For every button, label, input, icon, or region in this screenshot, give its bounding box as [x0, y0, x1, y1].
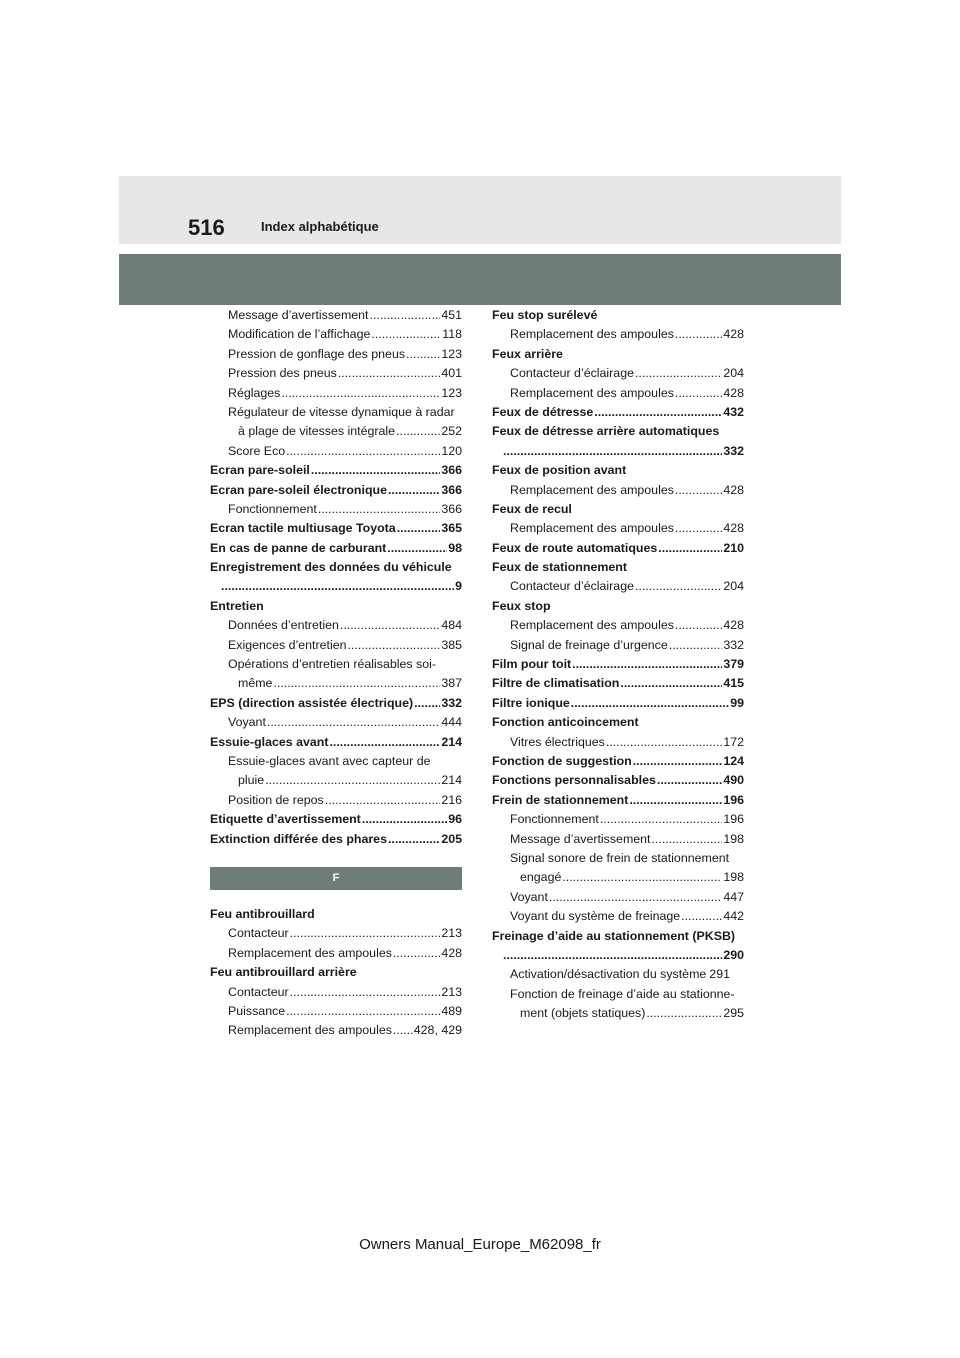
- index-entry: [492, 888, 744, 907]
- header-band: [119, 176, 841, 244]
- dot-leader: [652, 830, 723, 849]
- index-entry-text: Fonction de freinage d’aide au stationne-: [510, 986, 735, 1001]
- dot-leader: [503, 946, 722, 965]
- dot-leader: [265, 771, 440, 790]
- dot-leader: [370, 306, 441, 325]
- dot-leader: [406, 345, 440, 364]
- index-entry: [210, 810, 462, 829]
- dot-leader: [675, 481, 722, 500]
- index-entry: [492, 519, 744, 538]
- dot-leader: [635, 364, 722, 383]
- index-entry-text: Signal de freinage d’urgence: [510, 637, 668, 652]
- index-entry-text: Ecran pare-soleil électronique: [210, 482, 387, 497]
- dot-leader: [620, 674, 722, 693]
- index-entry-page: 96: [448, 812, 462, 827]
- index-entry-text: Voyant: [228, 715, 266, 730]
- index-entry: [492, 830, 744, 849]
- dot-leader: [571, 694, 729, 713]
- index-entry: [210, 791, 462, 810]
- index-entry-page: 205: [441, 831, 462, 846]
- index-column-left: [210, 306, 462, 1041]
- letter-section-header: F: [210, 867, 462, 890]
- index-entry-page: 214: [441, 734, 462, 749]
- dot-leader: [393, 1021, 413, 1040]
- index-entry: [492, 481, 744, 500]
- dot-leader: [290, 983, 441, 1002]
- index-entry-page: 196: [723, 812, 744, 827]
- index-entry-text: Remplacement des ampoules: [228, 945, 392, 960]
- dot-leader: [286, 442, 440, 461]
- index-entry: [492, 384, 744, 403]
- index-entry-text: même: [238, 676, 273, 691]
- index-entry: [210, 325, 462, 344]
- index-entry: [210, 364, 462, 383]
- index-entry-text: Freinage d’aide au stationnement (PKSB): [492, 928, 736, 943]
- index-entry-page: 385: [441, 637, 462, 652]
- index-entry: [492, 985, 744, 1004]
- index-entry: [492, 306, 744, 325]
- index-entry: [492, 558, 744, 577]
- index-entry-text: Vitres électriques: [510, 734, 605, 749]
- index-entry: [210, 481, 462, 500]
- index-entry-page: 252: [441, 424, 462, 439]
- index-entry: [492, 636, 744, 655]
- index-entry-page: 204: [723, 579, 744, 594]
- index-entry-page: 379: [723, 657, 744, 672]
- dot-leader: [273, 674, 440, 693]
- dot-leader: [606, 733, 723, 752]
- index-entry-text: à plage de vitesses intégrale: [238, 424, 396, 439]
- index-entry: [492, 655, 744, 674]
- index-entry-page: 387: [441, 676, 462, 691]
- index-entry: [210, 442, 462, 461]
- index-entry-text: Feux de position avant: [492, 463, 627, 478]
- index-entry: [210, 733, 462, 752]
- index-entry: [210, 636, 462, 655]
- index-entry-page: 428: [723, 482, 744, 497]
- index-entry: [492, 965, 744, 984]
- dot-leader: [675, 616, 722, 635]
- index-entry: [492, 539, 744, 558]
- section-title: Index alphabétique: [261, 219, 379, 234]
- index-entry-text: Remplacement des ampoules: [510, 385, 674, 400]
- index-entry-text: Fonctions personnalisables: [492, 773, 656, 788]
- index-entry-page: 444: [441, 715, 462, 730]
- index-entry: [210, 655, 462, 674]
- dot-leader: [562, 868, 722, 887]
- index-entry: [492, 577, 744, 596]
- index-entry-text: Voyant du système de freinage: [510, 909, 681, 924]
- index-entry-text: Entretien: [210, 598, 264, 613]
- index-entry-text: Modification de l’affichage: [228, 327, 371, 342]
- index-entry-page: 210: [723, 540, 744, 555]
- index-entry-text: Ecran tactile multiusage Toyota: [210, 521, 396, 536]
- index-entry-text: Opérations d’entretien réalisables soi-: [228, 657, 436, 672]
- index-entry-text: Feux arrière: [492, 346, 563, 361]
- dot-leader: [414, 694, 440, 713]
- index-entry-page: 332: [723, 637, 744, 652]
- dot-leader: [669, 636, 723, 655]
- index-entry: [210, 713, 462, 732]
- index-entry-text: EPS (direction assistée électrique): [210, 695, 414, 710]
- index-entry: [210, 403, 462, 422]
- index-entry-page: 123: [441, 346, 462, 361]
- index-entry: [492, 752, 744, 771]
- dot-leader: [549, 888, 722, 907]
- index-list-left: [210, 306, 462, 849]
- dot-leader: [600, 810, 722, 829]
- index-entry: [210, 539, 462, 558]
- dot-leader: [396, 422, 440, 441]
- dot-leader: [387, 539, 447, 558]
- index-entry-page: 172: [723, 734, 744, 749]
- index-entry-text: Signal sonore de frein de stationnement: [510, 850, 730, 865]
- index-entry-page: 295: [723, 1006, 744, 1021]
- index-entry-text: Fonction anticoincement: [492, 715, 639, 730]
- index-entry-page: 123: [441, 385, 462, 400]
- index-entry: [210, 963, 462, 982]
- index-entry: [492, 616, 744, 635]
- index-entry: [492, 771, 744, 790]
- index-entry: [210, 830, 462, 849]
- index-entry-page: 415: [723, 676, 744, 691]
- index-list-left-f: [210, 905, 462, 1041]
- index-entry: [210, 519, 462, 538]
- dot-leader: [657, 771, 722, 790]
- index-entry: [492, 907, 744, 926]
- dot-leader: [318, 500, 440, 519]
- index-entry: [210, 597, 462, 616]
- index-entry-page: 447: [723, 889, 744, 904]
- index-entry-text: Feux de route automatiques: [492, 540, 658, 555]
- index-entry: [210, 674, 462, 693]
- index-entry-page: 124: [723, 753, 744, 768]
- index-entry-text: ment (objets statiques): [520, 1006, 646, 1021]
- index-entry: [492, 597, 744, 616]
- index-entry-page: 213: [441, 984, 462, 999]
- index-entry-page: 490: [723, 773, 744, 788]
- index-column-right: [492, 306, 744, 1023]
- index-entry: [492, 674, 744, 693]
- index-entry-text: Fonction de suggestion: [492, 753, 632, 768]
- index-entry-text: Remplacement des ampoules: [510, 327, 674, 342]
- index-entry: [492, 403, 744, 422]
- index-entry: [492, 927, 744, 946]
- index-entry-text: Contacteur: [228, 926, 289, 941]
- index-entry-text: Filtre ionique: [492, 695, 570, 710]
- index-entry-text: Ecran pare-soleil: [210, 463, 310, 478]
- index-entry-page: 401: [441, 366, 462, 381]
- index-entry-text: engagé: [520, 870, 562, 885]
- index-entry: [210, 1021, 462, 1040]
- index-entry-page: 332: [441, 695, 462, 710]
- index-entry-text: Position de repos: [228, 792, 324, 807]
- index-entry: [492, 345, 744, 364]
- index-entry-text: Enregistrement des données du véhicule: [210, 560, 452, 575]
- index-entry-page: 428: [441, 945, 462, 960]
- index-entry-text: Données d’entretien: [228, 618, 339, 633]
- index-entry-page: 120: [441, 443, 462, 458]
- index-entry-text: Message d’avertissement: [510, 831, 651, 846]
- index-entry-text: Exigences d’entretien: [228, 637, 347, 652]
- index-entry: [492, 364, 744, 383]
- index-entry-text: Feu antibrouillard: [210, 906, 315, 921]
- footer-document-id: Owners Manual_Europe_M62098_fr: [359, 1236, 601, 1253]
- index-entry-text: Feux de détresse: [492, 404, 594, 419]
- index-entry-page: 428: [723, 327, 744, 342]
- index-entry: [492, 810, 744, 829]
- index-entry: [210, 694, 462, 713]
- index-entry-page: 428: [723, 521, 744, 536]
- index-entry: [210, 577, 462, 596]
- dot-leader: [388, 830, 440, 849]
- index-entry-text: Essuie-glaces avant avec capteur de: [228, 753, 431, 768]
- dot-leader: [572, 655, 722, 674]
- index-entry-text: Pression des pneus: [228, 366, 337, 381]
- dot-leader: [633, 752, 723, 771]
- index-entry-text: Réglages: [228, 385, 281, 400]
- index-entry: [210, 306, 462, 325]
- index-entry-text: Fonctionnement: [228, 501, 317, 516]
- index-entry: [210, 752, 462, 771]
- dot-leader: [221, 577, 454, 596]
- index-entry-page: 365: [441, 521, 462, 536]
- index-entry-page: 484: [441, 618, 462, 633]
- index-entry: [492, 442, 744, 461]
- index-entry-page: 489: [441, 1003, 462, 1018]
- index-entry-page: 366: [441, 501, 462, 516]
- section-band: [119, 254, 841, 305]
- index-entry-page: 291: [709, 967, 730, 982]
- index-entry-text: Remplacement des ampoules: [510, 482, 674, 497]
- index-entry: [492, 713, 744, 732]
- index-entry: [210, 345, 462, 364]
- index-entry-text: Remplacement des ampoules: [228, 1023, 392, 1038]
- index-entry-text: Extinction différée des phares: [210, 831, 387, 846]
- index-entry-page: 99: [730, 695, 744, 710]
- index-entry: [210, 616, 462, 635]
- index-entry-text: Feux de stationnement: [492, 560, 627, 575]
- index-entry-page: 198: [723, 870, 744, 885]
- dot-leader: [658, 539, 722, 558]
- index-entry-text: Feux de détresse arrière automatiques: [492, 424, 720, 439]
- index-entry-page: 366: [441, 463, 462, 478]
- dot-leader: [267, 713, 440, 732]
- page-number: 516: [188, 215, 225, 240]
- dot-leader: [281, 384, 440, 403]
- index-entry-text: Régulateur de vitesse dynamique à radar: [228, 404, 455, 419]
- index-entry: [492, 733, 744, 752]
- index-entry-page: 366: [441, 482, 462, 497]
- index-entry-page: 196: [723, 792, 744, 807]
- index-entry: [492, 849, 744, 868]
- index-entry-text: Remplacement des ampoules: [510, 521, 674, 536]
- index-entry: [210, 558, 462, 577]
- index-entry-page: 216: [441, 792, 462, 807]
- index-entry: [210, 500, 462, 519]
- index-entry: [210, 771, 462, 790]
- index-entry: [492, 868, 744, 887]
- dot-leader: [329, 733, 440, 752]
- index-entry-text: Essuie-glaces avant: [210, 734, 329, 749]
- index-entry: [492, 325, 744, 344]
- index-entry-page: 428, 429: [413, 1023, 462, 1038]
- index-entry: [210, 905, 462, 924]
- index-entry-text: Film pour toit: [492, 657, 572, 672]
- index-entry-text: Contacteur d’éclairage: [510, 366, 634, 381]
- dot-leader: [397, 519, 441, 538]
- index-entry-page: 332: [723, 443, 744, 458]
- index-entry-page: 290: [723, 947, 744, 962]
- index-entry: [492, 1004, 744, 1023]
- index-entry-text: Contacteur: [228, 984, 289, 999]
- dot-leader: [675, 325, 722, 344]
- index-entry: [210, 461, 462, 480]
- index-entry: [210, 1002, 462, 1021]
- dot-leader: [646, 1004, 722, 1023]
- index-entry: [210, 983, 462, 1002]
- dot-leader: [340, 616, 440, 635]
- dot-leader: [311, 461, 440, 480]
- dot-leader: [594, 403, 722, 422]
- index-entry-page: 118: [442, 327, 462, 342]
- index-entry-text: Filtre de climatisation: [492, 676, 620, 691]
- index-entry: [210, 944, 462, 963]
- dot-leader: [393, 944, 440, 963]
- index-entry-page: 98: [448, 540, 462, 555]
- index-entry-page: 204: [723, 366, 744, 381]
- index-entry-page: 432: [723, 404, 744, 419]
- index-entry-text: Voyant: [510, 889, 548, 904]
- index-entry-page: 213: [441, 926, 462, 941]
- dot-leader: [675, 519, 722, 538]
- index-entry-text: Frein de stationnement: [492, 792, 629, 807]
- index-entry-text: Feux stop: [492, 598, 551, 613]
- index-entry-text: Fonctionnement: [510, 812, 599, 827]
- dot-leader: [362, 810, 447, 829]
- index-entry-text: Etiquette d’avertissement: [210, 812, 361, 827]
- index-list-right: [492, 306, 744, 1023]
- dot-leader: [347, 636, 440, 655]
- index-entry-page: 198: [723, 831, 744, 846]
- dot-leader: [371, 325, 441, 344]
- index-entry-text: Feu antibrouillard arrière: [210, 965, 357, 980]
- index-entry-text: pluie: [238, 773, 265, 788]
- index-entry: [492, 694, 744, 713]
- index-entry-text: En cas de panne de carburant: [210, 540, 387, 555]
- index-entry-text: Pression de gonflage des pneus: [228, 346, 406, 361]
- index-entry-text: Puissance: [228, 1003, 286, 1018]
- dot-leader: [388, 481, 440, 500]
- index-entry: [210, 924, 462, 943]
- index-entry: [492, 946, 744, 965]
- index-entry-text: Score Eco: [228, 443, 286, 458]
- index-entry: [492, 422, 744, 441]
- index-entry: [210, 422, 462, 441]
- index-entry-text: Remplacement des ampoules: [510, 618, 674, 633]
- index-entry-text: Feu stop surélevé: [492, 308, 598, 322]
- index-entry-text: Contacteur d’éclairage: [510, 579, 634, 594]
- index-entry-text: Feux de recul: [492, 501, 572, 516]
- dot-leader: [503, 442, 722, 461]
- dot-leader: [325, 791, 441, 810]
- index-entry: [492, 791, 744, 810]
- index-entry: [492, 500, 744, 519]
- index-entry: [210, 384, 462, 403]
- index-entry-page: 451: [441, 308, 462, 322]
- dot-leader: [629, 791, 722, 810]
- dot-leader: [635, 577, 722, 596]
- dot-leader: [675, 384, 722, 403]
- dot-leader: [338, 364, 440, 383]
- index-entry-page: 214: [441, 773, 462, 788]
- dot-leader: [286, 1002, 440, 1021]
- index-entry-text: Activation/désactivation du système: [510, 967, 707, 982]
- index-entry-text: Message d’avertissement: [228, 308, 369, 322]
- index-entry-page: 428: [723, 618, 744, 633]
- index-entry: [492, 461, 744, 480]
- index-entry-page: 9: [455, 579, 462, 594]
- index-entry-page: 442: [723, 909, 744, 924]
- dot-leader: [290, 924, 441, 943]
- index-entry-page: 428: [723, 385, 744, 400]
- dot-leader: [681, 907, 722, 926]
